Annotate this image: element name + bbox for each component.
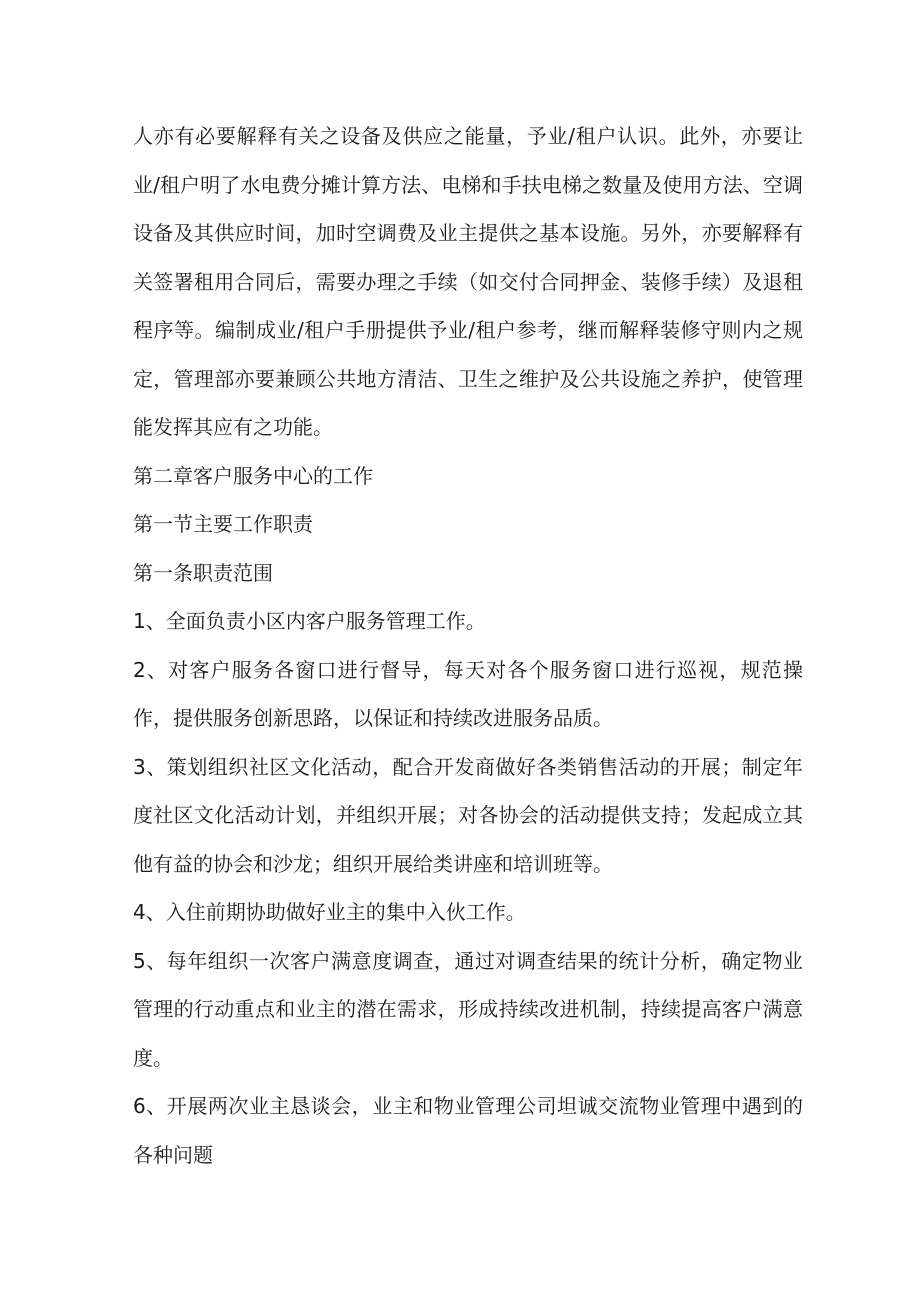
chapter-heading: 第二章客户服务中心的工作 (133, 463, 373, 488)
list-item: 5、每年组织一次客户满意度调查，通过对调查结果的统计分析，确定物业管理的行动重点和业主的潜在需求，形成持续改进机制，持续提高客户满意度。 (133, 948, 803, 1070)
list-item: 2、对客户服务各窗口进行督导，每天对各个服务窗口进行巡视，规范操作，提供服务创新思路，以保证和持续改进服务品质。 (133, 657, 803, 730)
document-body (133, 112, 803, 1179)
article-heading: 第一条职责范围 (133, 560, 273, 585)
list-item: 1、全面负责小区内客户服务管理工作。 (133, 609, 486, 633)
list-item: 4、入住前期协助做好业主的集中入伙工作。 (133, 900, 526, 924)
list-item: 3、策划组织社区文化活动，配合开发商做好各类销售活动的开展；制定年度社区文化活动计划，并组织开展；对各协会的活动提供支持；发起成立其他有益的协会和沙龙；组织开展给类讲座和培训班等。 (133, 754, 803, 876)
intro-paragraph: 人亦有必要解释有关之设备及供应之能量，予业/租户认识。此外，亦要让业/租户明了水电费分摊计算方法、电梯和手扶电梯之数量及使用方法、空调设备及其供应时间，加时空调费及业主提供之基本设施。另外，亦要解释有关签署租用合同后，需要办理之手续（如交付合同押金、装修手续）及退租程序等。编制成业/租户手册提供予业/租户参考，继而解释装修守则内之规定，管理部亦要兼顾公共地方清洁、卫生之维护及公共设施之养护，使管理能发挥其应有之功能。 (133, 124, 803, 439)
list-item: 6、开展两次业主恳谈会，业主和物业管理公司坦诚交流物业管理中遇到的各种问题 (133, 1094, 803, 1167)
section-heading: 第一节主要工作职责 (133, 512, 313, 536)
